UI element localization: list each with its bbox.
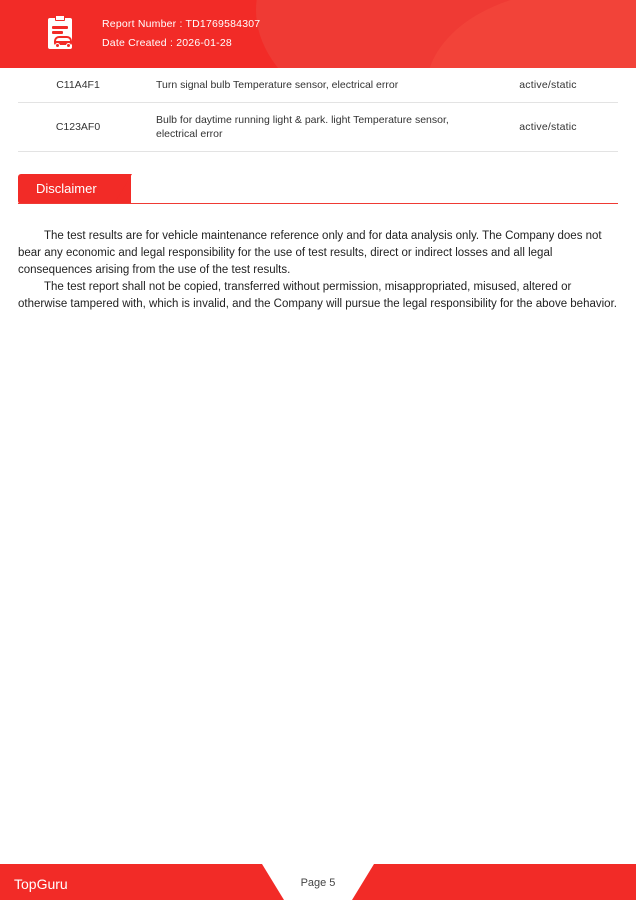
section-divider <box>18 203 618 205</box>
disclaimer-section-header <box>0 174 636 204</box>
dtc-status: active/static <box>478 68 618 103</box>
dtc-code: C123AF0 <box>18 103 138 152</box>
dtc-table <box>18 68 618 152</box>
table-row <box>18 103 618 152</box>
report-document-car-icon <box>46 16 76 52</box>
footer-brand: TopGuru <box>14 876 68 892</box>
report-number: Report Number : TD1769584307 <box>102 18 261 30</box>
disclaimer-paragraph-2: The test report shall not be copied, transferred without permission, misappropriated, misused, altered or otherwise tampered with, which is invalid, and the Company will pursue the legal responsibility for the above behavior. <box>18 281 617 310</box>
disclaimer-paragraph-1: The test results are for vehicle maintenance reference only and for data analysis only. The Company does not bear any economic and legal responsibility for the use of test results, direct or indirect losses and all legal consequences arising from the use of the test results. <box>18 230 602 276</box>
header-meta <box>102 15 260 53</box>
page-header <box>0 0 636 68</box>
date-created: Date Created : 2026-01-28 <box>102 37 232 49</box>
disclaimer-body <box>18 228 618 313</box>
dtc-status: active/static <box>478 103 618 152</box>
section-title: Disclaimer <box>18 174 131 204</box>
dtc-code: C11A4F1 <box>18 68 138 103</box>
dtc-description: Turn signal bulb Temperature sensor, electrical error <box>138 68 478 103</box>
page-footer <box>0 864 636 900</box>
table-row <box>18 68 618 103</box>
page-number: Page 5 <box>300 877 336 889</box>
dtc-description: Bulb for daytime running light & park. light Temperature sensor, electrical error <box>138 103 478 152</box>
